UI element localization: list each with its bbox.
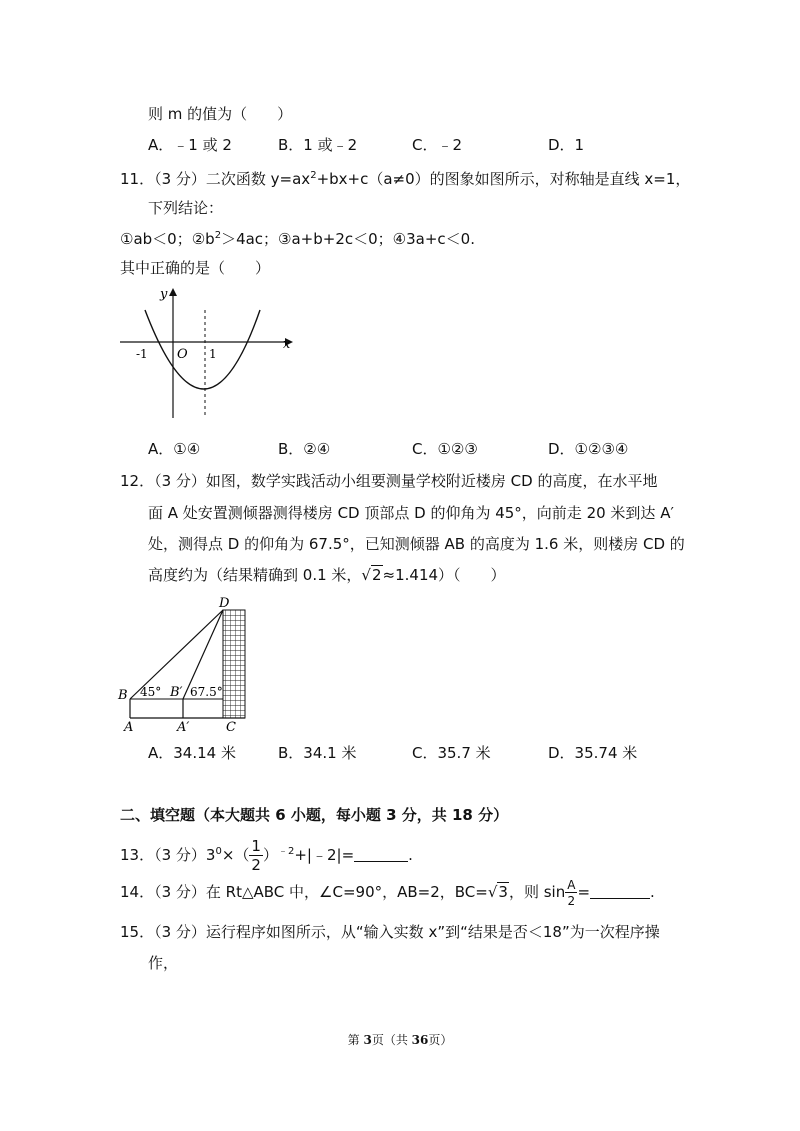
q10-option-c: C．﹣2: [412, 136, 463, 154]
q11-label-y: y: [160, 287, 168, 302]
q12-option-d: D．35.74 米: [548, 744, 638, 762]
q13-answer-blank: [354, 847, 408, 862]
q13-stem: 13．（3 分）$3^0\times$（ $\frac{1}{2}$ ）$^{﹣2}$+|﹣2|= .: [120, 836, 413, 874]
q12-angle-45: 45°: [140, 685, 162, 699]
q12-stem-line1: 12．（3 分）如图，数学实践活动小组要测量学校附近楼房 CD 的高度，在水平地: [120, 472, 658, 490]
page-footer: 第 3页（共 36页）: [347, 1033, 453, 1047]
q15-stem-line2: 作，: [148, 954, 179, 972]
q11-label-neg1: -1: [136, 347, 148, 361]
q12-label-b: B: [118, 688, 128, 703]
q11-option-a: A．①④: [148, 440, 201, 458]
q12-option-c: C．35.7 米: [412, 744, 491, 762]
q10-option-b: B．1 或﹣2: [278, 136, 358, 154]
section-2-title: 二、填空题（本大题共 6 小题，每小题 3 分，共 18 分）: [120, 806, 509, 824]
q12-building-figure: [110, 595, 260, 733]
q12-angle-67: 67.5°: [190, 685, 223, 699]
q14-answer-blank: [590, 884, 650, 899]
q11-option-b: B．②④: [278, 440, 331, 458]
q12-stem-line3: 处，测得点 D 的仰角为 67.5°，已知测倾器 AB 的高度为 1.6 米，则楼房 CD 的: [148, 535, 685, 553]
q10-option-a: A．﹣1 或 2: [148, 136, 232, 154]
q12-stem-line2: 面 A 处安置测倾器测得楼房 CD 顶部点 D 的仰角为 45°，向前走 20 米到达 A′: [148, 504, 674, 522]
q14-radicand: 3: [498, 883, 508, 901]
q12-option-a: A．34.14 米: [148, 744, 236, 762]
q11-conclusions: ①ab＜0；$②b^2>4ac$；③a+b+2c＜0；④3a+c＜0.: [120, 230, 475, 248]
q12-stem-line4: 高度约为（结果精确到 0.1 米，√2≈1.414）（ ）: [148, 566, 506, 584]
q12-label-aprime: A′: [177, 720, 190, 733]
q11-question: 其中正确的是（ ）: [120, 259, 271, 277]
q11-stem-line2: 下列结论：: [148, 199, 224, 217]
q12-label-a: A: [124, 720, 134, 733]
q12-radicand: 2: [371, 566, 382, 584]
page-total: 36: [411, 1033, 429, 1047]
q14-stem: 14．（3 分）在 Rt△ABC 中，∠C=90°，AB=2，BC=√3，则 sin $\frac{A}{2}$ = .: [120, 877, 655, 908]
q11-option-d: D．①②③④: [548, 440, 629, 458]
q11-label-origin: O: [177, 347, 188, 362]
q11-stem-line1: 11．（3 分）二次函数 $y=ax^2+bx+c(a\ne 0)$的图象如图所示，对称轴是直线 x=1，: [120, 170, 691, 188]
q12-option-b: B．34.1 米: [278, 744, 357, 762]
q10-continuation: 则 m 的值为（ ）: [148, 105, 293, 123]
q11-label-x: x: [283, 337, 291, 352]
q11-exp: 2: [310, 170, 317, 181]
q13-fraction: $\frac{1}{2}$: [251, 836, 261, 874]
q11-option-c: C．①②③: [412, 440, 478, 458]
q10-option-d: D．1: [548, 136, 585, 154]
q14-fraction: $\frac{A}{2}$: [567, 877, 576, 908]
q12-label-d: D: [219, 596, 230, 611]
q11-parabola-graph: [115, 280, 295, 425]
q11-label-one: 1: [209, 347, 217, 361]
q12-label-bprime: B′: [170, 685, 183, 700]
q15-stem-line1: 15．（3 分）运行程序如图所示，从“输入实数 x”到“结果是否＜18”为一次程序操: [120, 923, 660, 941]
page-number: 3: [363, 1033, 372, 1047]
q12-label-c: C: [226, 720, 236, 733]
